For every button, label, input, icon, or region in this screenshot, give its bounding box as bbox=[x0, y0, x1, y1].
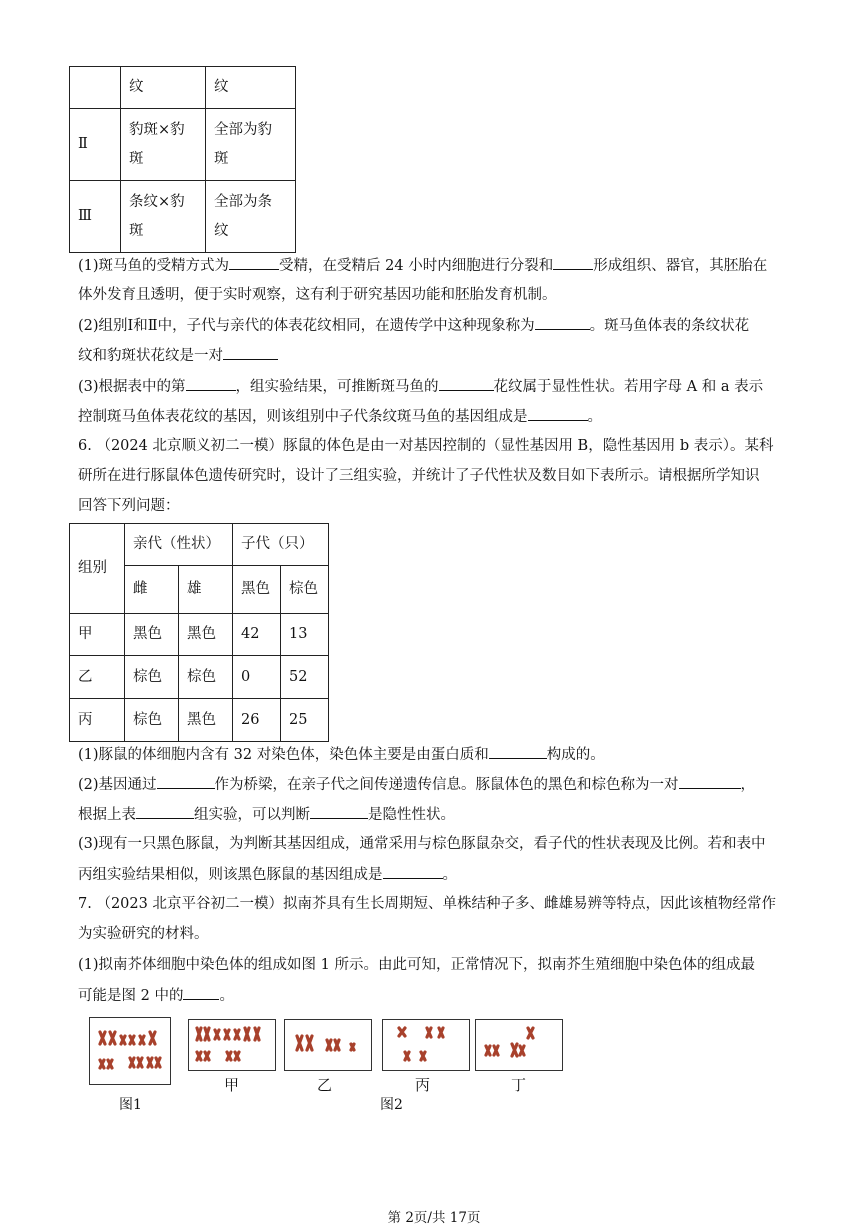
chromosome-icon bbox=[285, 1020, 371, 1070]
table-header: 雄 bbox=[179, 566, 233, 614]
table-header: 组别 bbox=[70, 524, 125, 614]
zebrafish-table bbox=[69, 66, 296, 253]
answer-blank[interactable] bbox=[310, 804, 368, 819]
table-cell: 全部为豹 斑 bbox=[206, 109, 296, 181]
q6-intro-line3: 回答下列问题： bbox=[78, 498, 180, 514]
table-cell: 纹 bbox=[121, 67, 206, 109]
table-cell: 黑色 bbox=[125, 614, 179, 656]
table-cell: 丙 bbox=[70, 699, 125, 742]
q6-part1: (1)豚鼠的体细胞内含有 32 对染色体，染色体主要是由蛋白质和 构成的。 bbox=[78, 744, 605, 765]
figure-label-bing: 丙 bbox=[415, 1076, 431, 1094]
q7-intro-line1: 7. （2023 北京平谷初二一模）拟南芥具有生长周期短、单株结种子多、雌雄易辨等特点，因此该植物经常作 bbox=[78, 896, 776, 912]
table-row bbox=[70, 699, 329, 742]
answer-blank[interactable] bbox=[489, 744, 547, 759]
table-cell: 52 bbox=[281, 656, 329, 699]
table-header: 亲代（性状） bbox=[125, 524, 233, 566]
answer-blank[interactable] bbox=[223, 345, 278, 360]
figure-label-jia: 甲 bbox=[224, 1076, 240, 1094]
answer-blank[interactable] bbox=[183, 985, 219, 1000]
q5-part3-line1: (3)根据表中的第 ，组实验结果，可推断斑马鱼的 花纹属于显性性状。若用字母 A 和 a 表示 bbox=[78, 376, 763, 397]
answer-blank[interactable] bbox=[528, 406, 588, 421]
answer-blank[interactable] bbox=[157, 774, 215, 789]
q7-part1-line1: (1)拟南芥体细胞中染色体的组成如图 1 所示。由此可知，正常情况下，拟南芥生殖细胞中染色体的组成最 bbox=[78, 957, 755, 973]
answer-blank[interactable] bbox=[186, 376, 236, 391]
q7-intro-line2: 为实验研究的材料。 bbox=[78, 926, 209, 942]
table-row bbox=[70, 614, 329, 656]
q6-part3-line2: 丙组实验结果相似，则该黑色豚鼠的基因组成是 。 bbox=[78, 864, 457, 885]
table-cell: 25 bbox=[281, 699, 329, 742]
table-row bbox=[70, 656, 329, 699]
q5-part2-line1: (2)组别Ⅰ和Ⅱ中，子代与亲代的体表花纹相同，在遗传学中这种现象称为 。斑马鱼体表的条纹状花 bbox=[78, 315, 749, 336]
figure-label-yi: 乙 bbox=[317, 1076, 333, 1094]
q6-part2-line1: (2)基因通过 作为桥梁，在亲子代之间传递遗传信息。豚鼠体色的黑色和棕色称为一对 ， bbox=[78, 774, 755, 795]
figure-1-box bbox=[89, 1017, 171, 1085]
answer-blank[interactable] bbox=[383, 864, 443, 879]
chromosome-icon bbox=[90, 1018, 170, 1084]
table-cell: Ⅱ bbox=[70, 109, 121, 181]
chromosome-icon bbox=[476, 1020, 562, 1070]
q6-part3-line1: (3)现有一只黑色豚鼠，为判断其基因组成，通常采用与棕色豚鼠杂交，看子代的性状表现及比例。若和表中 bbox=[78, 836, 766, 852]
table-cell: 棕色 bbox=[125, 699, 179, 742]
figure-2-option-yi[interactable] bbox=[284, 1019, 372, 1071]
table-cell: 纹 bbox=[206, 67, 296, 109]
answer-blank[interactable] bbox=[136, 804, 194, 819]
table-cell: 条纹×豹 斑 bbox=[121, 181, 206, 253]
answer-blank[interactable] bbox=[229, 255, 279, 270]
table-cell: 全部为条 纹 bbox=[206, 181, 296, 253]
figure-2-option-bing[interactable] bbox=[382, 1019, 470, 1071]
figure-1-caption: 图1 bbox=[119, 1097, 142, 1113]
table-cell: 黑色 bbox=[179, 699, 233, 742]
chromosome-icon bbox=[189, 1020, 275, 1070]
table-cell: 0 bbox=[233, 656, 281, 699]
table-header: 黑色 bbox=[233, 566, 281, 614]
table-cell: 13 bbox=[281, 614, 329, 656]
table-cell: 甲 bbox=[70, 614, 125, 656]
q5-part2-line2: 纹和豹斑状花纹是一对 bbox=[78, 345, 278, 366]
q6-part2-line2: 根据上表 组实验，可以判断 是隐性性状。 bbox=[78, 804, 455, 825]
table-cell: 豹斑×豹 斑 bbox=[121, 109, 206, 181]
answer-blank[interactable] bbox=[553, 255, 593, 270]
table-cell bbox=[70, 67, 121, 109]
q6-intro-line2: 研所在进行豚鼠体色遗传研究时，设计了三组实验，并统计了子代性状及数目如下表所示。请根据所学知识 bbox=[78, 468, 760, 484]
figure-2-option-ding[interactable] bbox=[475, 1019, 563, 1071]
answer-blank[interactable] bbox=[679, 774, 741, 789]
table-header: 子代（只） bbox=[233, 524, 329, 566]
q5-part3-line2: 控制斑马鱼体表花纹的基因，则该组别中子代条纹斑马鱼的基因组成是 。 bbox=[78, 406, 602, 427]
q7-part1-line2: 可能是图 2 中的 。 bbox=[78, 985, 234, 1006]
table-header: 雌 bbox=[125, 566, 179, 614]
q6-intro-line1: 6. （2024 北京顺义初二一模）豚鼠的体色是由一对基因控制的（显性基因用 B，隐性基因用 b 表示）。某科 bbox=[78, 438, 774, 454]
answer-blank[interactable] bbox=[439, 376, 494, 391]
table-cell: 棕色 bbox=[179, 656, 233, 699]
table-cell: 黑色 bbox=[179, 614, 233, 656]
table-cell: 乙 bbox=[70, 656, 125, 699]
table-cell: 26 bbox=[233, 699, 281, 742]
table-cell: 棕色 bbox=[125, 656, 179, 699]
q5-part1-line2: 体外发育且透明，便于实时观察，这有利于研究基因功能和胚胎发育机制。 bbox=[78, 287, 557, 303]
answer-blank[interactable] bbox=[535, 315, 590, 330]
guinea-pig-table bbox=[69, 523, 329, 742]
table-header: 棕色 bbox=[281, 566, 329, 614]
chromosome-icon bbox=[383, 1020, 469, 1070]
table-cell: 42 bbox=[233, 614, 281, 656]
figure-2-caption: 图2 bbox=[380, 1097, 403, 1113]
figure-2-option-jia[interactable] bbox=[188, 1019, 276, 1071]
page-number: 第 2页/共 17页 bbox=[387, 1210, 481, 1226]
table-cell: Ⅲ bbox=[70, 181, 121, 253]
figure-label-ding: 丁 bbox=[511, 1076, 527, 1094]
q5-part1-line1: (1)斑马鱼的受精方式为 受精，在受精后 24 小时内细胞进行分裂和 形成组织、器官，其胚胎在 bbox=[78, 255, 767, 276]
